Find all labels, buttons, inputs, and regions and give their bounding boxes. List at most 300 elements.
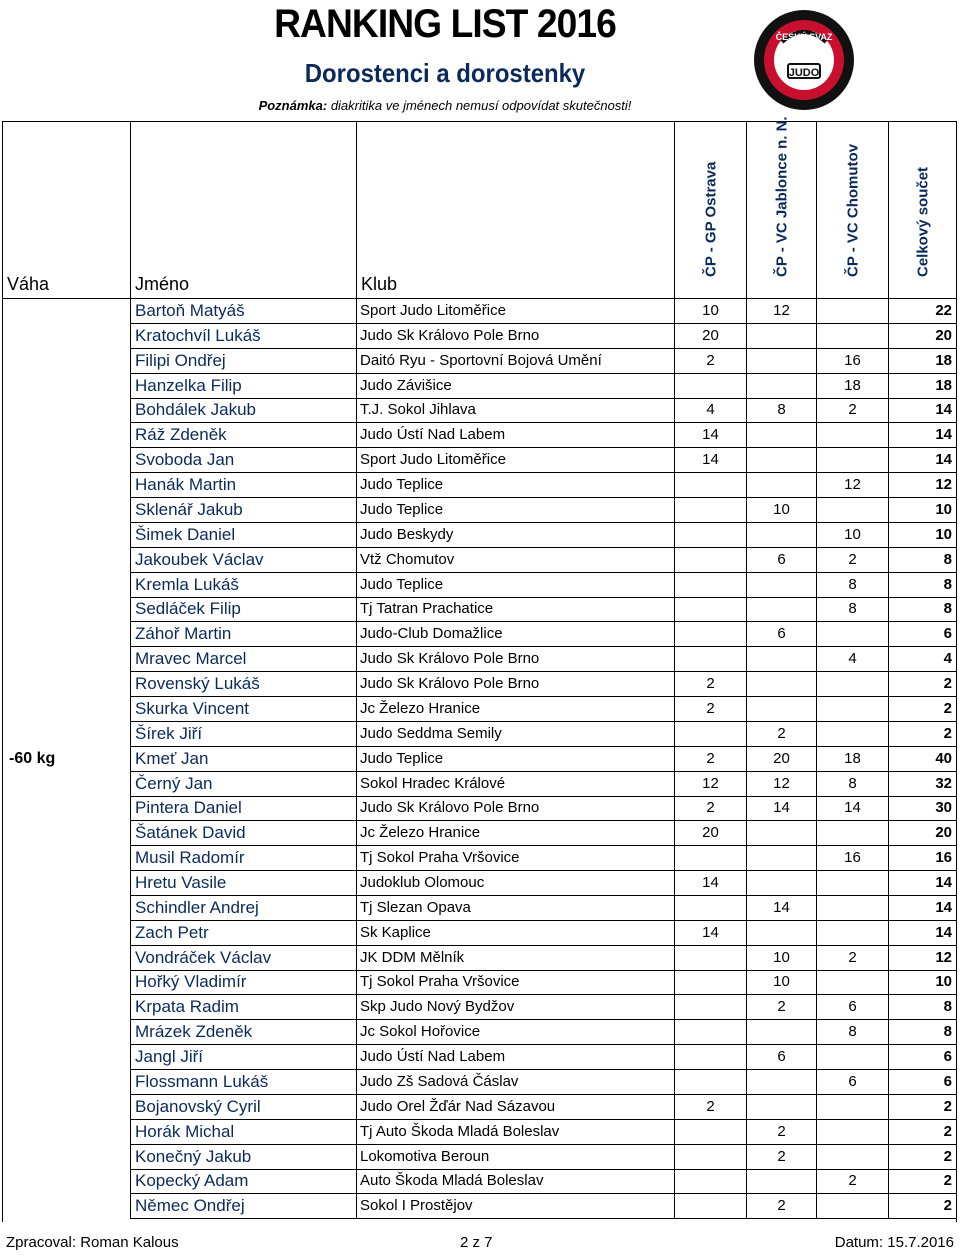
row-club: Auto Škoda Mladá Boleslav xyxy=(357,1169,675,1194)
row-total: 10 xyxy=(889,498,956,523)
row-club: Tj Auto Škoda Mladá Boleslav xyxy=(357,1120,675,1145)
row-name: Ráž Zdeněk xyxy=(131,423,357,448)
row-club: Judo Teplice xyxy=(357,747,675,772)
table-row xyxy=(3,622,956,647)
page-title: RANKING LIST 2016 xyxy=(274,2,616,46)
row-name: Mrázek Zdeněk xyxy=(131,1020,357,1045)
row-name: Hanzelka Filip xyxy=(131,374,357,399)
table-row xyxy=(3,970,956,995)
table-row xyxy=(3,1020,956,1045)
row-vc-jablonec: 10 xyxy=(747,970,817,995)
row-vc-jablonec xyxy=(747,871,817,896)
row-total: 14 xyxy=(889,921,956,946)
row-total: 10 xyxy=(889,523,956,548)
row-gp-ostrava xyxy=(675,597,747,622)
row-gp-ostrava: 10 xyxy=(675,299,747,324)
row-weight xyxy=(3,498,131,523)
row-club: Judo-Club Domažlice xyxy=(357,622,675,647)
row-total: 6 xyxy=(889,622,956,647)
row-club: Judo Závišice xyxy=(357,374,675,399)
row-vc-jablonec: 14 xyxy=(747,796,817,821)
row-vc-chomutov xyxy=(817,921,889,946)
row-gp-ostrava: 4 xyxy=(675,398,747,423)
table-row xyxy=(3,921,956,946)
row-vc-chomutov xyxy=(817,423,889,448)
row-club: Tj Sokol Praha Vršovice xyxy=(357,846,675,871)
row-total: 14 xyxy=(889,398,956,423)
row-vc-chomutov xyxy=(817,1194,889,1219)
row-weight xyxy=(3,1120,131,1145)
row-total: 2 xyxy=(889,697,956,722)
table-row xyxy=(3,1145,956,1170)
table-row xyxy=(3,398,956,423)
row-vc-jablonec xyxy=(747,821,817,846)
row-name: Bojanovský Cyril xyxy=(131,1095,357,1120)
row-total: 6 xyxy=(889,1045,956,1070)
row-weight xyxy=(3,374,131,399)
row-vc-chomutov xyxy=(817,622,889,647)
row-weight xyxy=(3,1169,131,1194)
row-name: Vondráček Václav xyxy=(131,946,357,971)
row-gp-ostrava: 2 xyxy=(675,672,747,697)
row-total: 14 xyxy=(889,896,956,921)
row-vc-jablonec: 6 xyxy=(747,622,817,647)
row-vc-jablonec xyxy=(747,523,817,548)
row-vc-chomutov: 8 xyxy=(817,1020,889,1045)
row-gp-ostrava: 2 xyxy=(675,697,747,722)
row-vc-jablonec xyxy=(747,1169,817,1194)
row-gp-ostrava: 2 xyxy=(675,1095,747,1120)
row-vc-chomutov xyxy=(817,1120,889,1145)
row-vc-jablonec: 12 xyxy=(747,299,817,324)
row-vc-jablonec: 8 xyxy=(747,398,817,423)
row-club: Tj Sokol Praha Vršovice xyxy=(357,970,675,995)
row-total: 8 xyxy=(889,548,956,573)
row-name: Flossmann Lukáš xyxy=(131,1070,357,1095)
row-weight xyxy=(3,697,131,722)
row-club: Sokol Hradec Králové xyxy=(357,772,675,797)
row-gp-ostrava xyxy=(675,1020,747,1045)
row-gp-ostrava xyxy=(675,1070,747,1095)
row-name: Záhoř Martin xyxy=(131,622,357,647)
row-weight xyxy=(3,1145,131,1170)
row-name: Bohdálek Jakub xyxy=(131,398,357,423)
row-total: 2 xyxy=(889,1169,956,1194)
row-weight xyxy=(3,921,131,946)
row-club: Lokomotiva Beroun xyxy=(357,1145,675,1170)
row-vc-chomutov: 6 xyxy=(817,995,889,1020)
row-club: Judo Ústí Nad Labem xyxy=(357,423,675,448)
row-weight xyxy=(3,821,131,846)
row-gp-ostrava xyxy=(675,995,747,1020)
page-subtitle: Dorostenci a dorostenky xyxy=(304,58,586,88)
row-gp-ostrava xyxy=(675,970,747,995)
row-gp-ostrava xyxy=(675,374,747,399)
row-vc-jablonec: 6 xyxy=(747,548,817,573)
row-gp-ostrava xyxy=(675,647,747,672)
ranking-table xyxy=(2,116,957,1222)
row-name: Kremla Lukáš xyxy=(131,573,357,598)
row-vc-chomutov: 8 xyxy=(817,772,889,797)
row-total: 10 xyxy=(889,970,956,995)
table-row xyxy=(3,1169,956,1194)
table-row xyxy=(3,846,956,871)
row-vc-chomutov: 16 xyxy=(817,846,889,871)
row-vc-jablonec xyxy=(747,349,817,374)
row-weight: -60 kg xyxy=(3,747,131,772)
row-gp-ostrava: 12 xyxy=(675,772,747,797)
row-gp-ostrava: 20 xyxy=(675,821,747,846)
row-gp-ostrava xyxy=(675,573,747,598)
row-weight xyxy=(3,523,131,548)
row-total: 2 xyxy=(889,1145,956,1170)
row-club: Judo Ústí Nad Labem xyxy=(357,1045,675,1070)
row-gp-ostrava xyxy=(675,498,747,523)
row-vc-jablonec xyxy=(747,573,817,598)
row-gp-ostrava: 14 xyxy=(675,921,747,946)
row-club: Tj Tatran Prachatice xyxy=(357,597,675,622)
row-name: Hanák Martin xyxy=(131,473,357,498)
row-vc-chomutov: 10 xyxy=(817,523,889,548)
table-row xyxy=(3,672,956,697)
svg-text:ČESKÝ SVAZ: ČESKÝ SVAZ xyxy=(775,32,833,42)
row-total: 4 xyxy=(889,647,956,672)
row-vc-jablonec: 10 xyxy=(747,498,817,523)
row-total: 14 xyxy=(889,423,956,448)
row-weight xyxy=(3,622,131,647)
row-gp-ostrava: 14 xyxy=(675,448,747,473)
row-gp-ostrava xyxy=(675,946,747,971)
table-row xyxy=(3,548,956,573)
row-total: 14 xyxy=(889,871,956,896)
row-gp-ostrava xyxy=(675,548,747,573)
row-vc-jablonec xyxy=(747,1095,817,1120)
row-vc-chomutov xyxy=(817,821,889,846)
table-row xyxy=(3,946,956,971)
row-weight xyxy=(3,871,131,896)
row-total: 20 xyxy=(889,821,956,846)
row-vc-chomutov xyxy=(817,1145,889,1170)
row-club: Judo Seddma Semily xyxy=(357,722,675,747)
row-name: Horák Michal xyxy=(131,1120,357,1145)
row-vc-chomutov: 12 xyxy=(817,473,889,498)
row-club: Vtž Chomutov xyxy=(357,548,675,573)
row-vc-jablonec: 12 xyxy=(747,772,817,797)
row-vc-jablonec: 2 xyxy=(747,1120,817,1145)
row-weight xyxy=(3,796,131,821)
header-total: Celkový součet xyxy=(889,121,956,299)
row-club: Sport Judo Litoměřice xyxy=(357,299,675,324)
row-weight xyxy=(3,473,131,498)
row-weight xyxy=(3,1070,131,1095)
note-text: diakritika ve jménech nemusí odpovídat skutečnosti! xyxy=(327,98,632,113)
row-club: Judo Teplice xyxy=(357,473,675,498)
svg-text:JUDO: JUDO xyxy=(788,67,820,79)
row-weight xyxy=(3,896,131,921)
row-club: Judo Sk Královo Pole Brno xyxy=(357,672,675,697)
row-gp-ostrava: 2 xyxy=(675,747,747,772)
row-name: Krpata Radim xyxy=(131,995,357,1020)
row-vc-jablonec: 2 xyxy=(747,1194,817,1219)
row-gp-ostrava: 14 xyxy=(675,423,747,448)
row-name: Hretu Vasile xyxy=(131,871,357,896)
table-row xyxy=(3,871,956,896)
footer-page-number: 2 z 7 xyxy=(460,1234,493,1251)
footer-date: Datum: 15.7.2016 xyxy=(834,1234,954,1251)
row-club: Judo Sk Královo Pole Brno xyxy=(357,796,675,821)
row-weight xyxy=(3,573,131,598)
table-row xyxy=(3,1120,956,1145)
row-club: JK DDM Mělník xyxy=(357,946,675,971)
row-weight xyxy=(3,398,131,423)
row-club: Judo Sk Královo Pole Brno xyxy=(357,324,675,349)
page-header xyxy=(0,0,960,120)
row-weight xyxy=(3,423,131,448)
row-vc-chomutov xyxy=(817,448,889,473)
row-vc-jablonec xyxy=(747,473,817,498)
table-row xyxy=(3,498,956,523)
row-club: Daitó Ryu - Sportovní Bojová Umění xyxy=(357,349,675,374)
table-row xyxy=(3,299,956,324)
row-vc-chomutov xyxy=(817,871,889,896)
row-club: Jc Sokol Hořovice xyxy=(357,1020,675,1045)
row-gp-ostrava xyxy=(675,1145,747,1170)
row-vc-chomutov xyxy=(817,299,889,324)
row-club: Jc Železo Hranice xyxy=(357,821,675,846)
row-weight xyxy=(3,722,131,747)
table-row xyxy=(3,747,956,772)
table-row xyxy=(3,1194,956,1219)
row-total: 20 xyxy=(889,324,956,349)
row-weight xyxy=(3,846,131,871)
header-weight: Váha xyxy=(3,121,131,299)
row-vc-chomutov: 18 xyxy=(817,747,889,772)
row-vc-jablonec: 2 xyxy=(747,1145,817,1170)
row-vc-chomutov: 18 xyxy=(817,374,889,399)
row-total: 6 xyxy=(889,1070,956,1095)
row-gp-ostrava xyxy=(675,523,747,548)
row-vc-jablonec xyxy=(747,597,817,622)
row-club: Sport Judo Litoměřice xyxy=(357,448,675,473)
row-gp-ostrava: 2 xyxy=(675,349,747,374)
row-gp-ostrava xyxy=(675,1045,747,1070)
row-vc-jablonec: 6 xyxy=(747,1045,817,1070)
row-vc-chomutov xyxy=(817,896,889,921)
row-weight xyxy=(3,448,131,473)
row-vc-jablonec xyxy=(747,448,817,473)
row-gp-ostrava xyxy=(675,473,747,498)
row-total: 12 xyxy=(889,946,956,971)
row-club: Judo Orel Žďár Nad Sázavou xyxy=(357,1095,675,1120)
row-total: 2 xyxy=(889,1120,956,1145)
row-name: Kratochvíl Lukáš xyxy=(131,324,357,349)
table-row xyxy=(3,796,956,821)
row-vc-jablonec: 20 xyxy=(747,747,817,772)
table-row xyxy=(3,722,956,747)
row-name: Němec Ondřej xyxy=(131,1194,357,1219)
row-total: 40 xyxy=(889,747,956,772)
row-vc-chomutov xyxy=(817,697,889,722)
row-vc-chomutov: 2 xyxy=(817,1169,889,1194)
row-total: 8 xyxy=(889,1020,956,1045)
row-vc-jablonec xyxy=(747,324,817,349)
table-row xyxy=(3,523,956,548)
table-row xyxy=(3,896,956,921)
row-name: Zach Petr xyxy=(131,921,357,946)
row-club: Judo Teplice xyxy=(357,498,675,523)
row-vc-chomutov xyxy=(817,722,889,747)
table-row xyxy=(3,995,956,1020)
row-vc-chomutov: 14 xyxy=(817,796,889,821)
footer-author: Zpracoval: Roman Kalous xyxy=(6,1234,179,1251)
row-name: Šatánek David xyxy=(131,821,357,846)
row-weight xyxy=(3,349,131,374)
row-weight xyxy=(3,946,131,971)
row-vc-jablonec xyxy=(747,921,817,946)
row-club: Judo Teplice xyxy=(357,573,675,598)
row-name: Schindler Andrej xyxy=(131,896,357,921)
row-vc-chomutov xyxy=(817,1045,889,1070)
table-row xyxy=(3,821,956,846)
row-vc-jablonec: 2 xyxy=(747,995,817,1020)
row-total: 18 xyxy=(889,374,956,399)
row-vc-chomutov: 2 xyxy=(817,946,889,971)
row-weight xyxy=(3,1020,131,1045)
row-name: Kopecký Adam xyxy=(131,1169,357,1194)
row-club: Judo Zš Sadová Čáslav xyxy=(357,1070,675,1095)
table-row xyxy=(3,697,956,722)
row-gp-ostrava xyxy=(675,622,747,647)
row-name: Bartoň Matyáš xyxy=(131,299,357,324)
row-vc-chomutov: 16 xyxy=(817,349,889,374)
row-weight xyxy=(3,995,131,1020)
row-gp-ostrava xyxy=(675,722,747,747)
row-vc-chomutov xyxy=(817,672,889,697)
row-name: Mravec Marcel xyxy=(131,647,357,672)
row-weight xyxy=(3,548,131,573)
row-total: 8 xyxy=(889,597,956,622)
table-row xyxy=(3,1070,956,1095)
row-weight xyxy=(3,772,131,797)
row-vc-jablonec xyxy=(747,1020,817,1045)
row-vc-chomutov: 2 xyxy=(817,398,889,423)
row-club: Judo Sk Královo Pole Brno xyxy=(357,647,675,672)
row-vc-chomutov: 2 xyxy=(817,548,889,573)
row-name: Šimek Daniel xyxy=(131,523,357,548)
row-name: Konečný Jakub xyxy=(131,1145,357,1170)
row-vc-jablonec: 10 xyxy=(747,946,817,971)
row-vc-chomutov xyxy=(817,324,889,349)
table-row xyxy=(3,573,956,598)
row-name: Hořký Vladimír xyxy=(131,970,357,995)
table-row xyxy=(3,1095,956,1120)
row-name: Filipi Ondřej xyxy=(131,349,357,374)
row-weight xyxy=(3,299,131,324)
row-name: Rovenský Lukáš xyxy=(131,672,357,697)
row-vc-jablonec xyxy=(747,672,817,697)
table-row xyxy=(3,324,956,349)
row-gp-ostrava: 14 xyxy=(675,871,747,896)
row-total: 16 xyxy=(889,846,956,871)
header-name: Jméno xyxy=(131,121,357,299)
row-total: 14 xyxy=(889,448,956,473)
row-club: Sk Kaplice xyxy=(357,921,675,946)
row-name: Jakoubek Václav xyxy=(131,548,357,573)
row-name: Skurka Vincent xyxy=(131,697,357,722)
table-row xyxy=(3,349,956,374)
row-name: Musil Radomír xyxy=(131,846,357,871)
header-vc-jablonec: ČP - VC Jablonce n. N. xyxy=(747,121,817,299)
row-total: 2 xyxy=(889,1194,956,1219)
row-gp-ostrava xyxy=(675,1194,747,1219)
row-total: 30 xyxy=(889,796,956,821)
row-club: Sokol I Prostějov xyxy=(357,1194,675,1219)
row-name: Sklenář Jakub xyxy=(131,498,357,523)
row-gp-ostrava: 2 xyxy=(675,796,747,821)
row-name: Kmeť Jan xyxy=(131,747,357,772)
judo-federation-logo-icon xyxy=(752,2,856,118)
row-total: 8 xyxy=(889,573,956,598)
row-gp-ostrava xyxy=(675,1120,747,1145)
table-row xyxy=(3,448,956,473)
table-row xyxy=(3,423,956,448)
row-weight xyxy=(3,970,131,995)
row-vc-chomutov xyxy=(817,498,889,523)
row-name: Černý Jan xyxy=(131,772,357,797)
row-total: 2 xyxy=(889,672,956,697)
row-club: Skp Judo Nový Bydžov xyxy=(357,995,675,1020)
row-club: Judo Beskydy xyxy=(357,523,675,548)
row-weight xyxy=(3,597,131,622)
row-vc-jablonec xyxy=(747,697,817,722)
row-total: 8 xyxy=(889,995,956,1020)
row-vc-chomutov: 6 xyxy=(817,1070,889,1095)
row-total: 22 xyxy=(889,299,956,324)
row-name: Pintera Daniel xyxy=(131,796,357,821)
table-row xyxy=(3,647,956,672)
row-weight xyxy=(3,1045,131,1070)
row-total: 2 xyxy=(889,722,956,747)
row-name: Sedláček Filip xyxy=(131,597,357,622)
row-weight xyxy=(3,1194,131,1219)
table-row xyxy=(3,473,956,498)
row-vc-jablonec xyxy=(747,846,817,871)
row-vc-jablonec: 14 xyxy=(747,896,817,921)
row-weight xyxy=(3,324,131,349)
row-vc-chomutov: 8 xyxy=(817,573,889,598)
row-weight xyxy=(3,647,131,672)
row-vc-jablonec: 2 xyxy=(747,722,817,747)
row-total: 32 xyxy=(889,772,956,797)
header-vc-chomutov: ČP - VC Chomutov xyxy=(817,121,889,299)
header-gp-ostrava: ČP - GP Ostrava xyxy=(675,121,747,299)
row-club: T.J. Sokol Jihlava xyxy=(357,398,675,423)
table-row xyxy=(3,772,956,797)
row-name: Šírek Jiří xyxy=(131,722,357,747)
table-row xyxy=(3,1045,956,1070)
row-vc-chomutov: 8 xyxy=(817,597,889,622)
row-gp-ostrava xyxy=(675,896,747,921)
row-vc-chomutov: 4 xyxy=(817,647,889,672)
row-weight xyxy=(3,1095,131,1120)
row-gp-ostrava xyxy=(675,1169,747,1194)
page-footer xyxy=(0,1228,960,1256)
table-row xyxy=(3,597,956,622)
row-vc-jablonec xyxy=(747,647,817,672)
row-name: Svoboda Jan xyxy=(131,448,357,473)
row-total: 12 xyxy=(889,473,956,498)
row-total: 2 xyxy=(889,1095,956,1120)
